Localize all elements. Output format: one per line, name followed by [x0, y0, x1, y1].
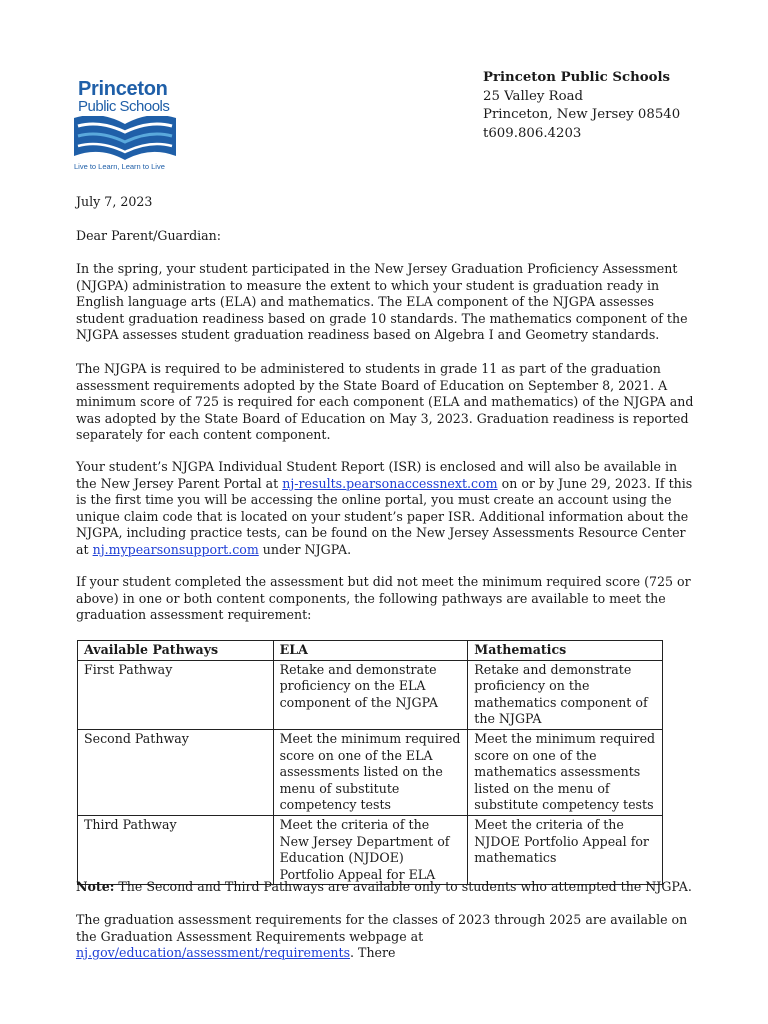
- table-header: Mathematics: [468, 641, 663, 661]
- parent-portal-link[interactable]: nj-results.pearsonaccessnext.com: [282, 475, 498, 491]
- table-row: [78, 815, 663, 884]
- pathways-table: [77, 640, 663, 885]
- table-note: [76, 879, 696, 896]
- paragraph-requirements-webpage: [76, 912, 696, 962]
- logo-line1: Princeton: [78, 78, 168, 100]
- table-row: [78, 660, 663, 729]
- table-cell: Second Pathway: [78, 729, 274, 815]
- requirements-link[interactable]: nj.gov/education/assessment/requirements: [76, 945, 351, 961]
- sender-address: [483, 69, 680, 143]
- table-cell: Meet the minimum required score on one of the mathematics assessments listed on the menu of substitute competency tests: [468, 729, 663, 815]
- table-cell: Meet the criteria of the New Jersey Department of Education (NJDOE) Portfolio Appeal for ELA: [273, 815, 468, 884]
- table-cell: Retake and demonstrate proficiency on the ELA component of the NJGPA: [273, 660, 468, 729]
- isr-text-1: Your student’s NJGPA Individual Student Report (ISR) is enclosed and will also be available in the New Jersey Parent Portal at: [76, 459, 678, 491]
- paragraph-pathways-intro: If your student completed the assessment but did not meet the minimum required score (725 or above) in one or both content components, the following pathways are available to meet the graduation assessment requirement:: [76, 574, 691, 623]
- note-label: Note:: [76, 879, 115, 894]
- table-cell: Meet the criteria of the NJDOE Portfolio Appeal for mathematics: [468, 815, 663, 884]
- table-cell: Retake and demonstrate proficiency on the mathematics component of the NJGPA: [468, 660, 663, 729]
- table-cell: First Pathway: [78, 660, 274, 729]
- logo-line2: Public Schools: [78, 98, 170, 115]
- table-header: ELA: [273, 641, 468, 661]
- address-city: Princeton, New Jersey 08540: [483, 107, 681, 122]
- paragraph-isr: [76, 459, 696, 559]
- isr-text-3: under NJGPA.: [258, 541, 352, 557]
- letter-date: July 7, 2023: [76, 194, 153, 209]
- table-header: Available Pathways: [78, 641, 274, 661]
- salutation: Dear Parent/Guardian:: [76, 228, 222, 243]
- webpage-text-1: The graduation assessment requirements for the classes of 2023 through 2025 are available on the Graduation Assessment Requirements webpage at: [76, 912, 688, 944]
- address-phone: t609.806.4203: [483, 125, 582, 141]
- webpage-text-2: . There: [350, 945, 396, 961]
- resource-center-link[interactable]: nj.mypearsonsupport.com: [92, 541, 259, 557]
- table-cell: Meet the minimum required score on one of the ELA assessments listed on the menu of substitute competency tests: [273, 729, 468, 815]
- table-header-row: [78, 641, 663, 661]
- isr-text-2: on or by June 29, 2023. If this is the first time you will be accessing the online portal, you must create an account using the unique claim code that is located on your student’s paper ISR. Additional information about the NJGPA, including practice tests, can be found on the New Jersey Assessments Resource Center at: [76, 475, 693, 557]
- address-street: 25 Valley Road: [483, 88, 584, 104]
- paragraph-requirements: The NJGPA is required to be administered to students in grade 11 as part of the graduation assessment requirements adopted by the State Board of Education on September 8, 2021. A minimum score of 725 is required for each component (ELA and mathematics) of the NJGPA and was adopted by the State Board of Education on May 3, 2023. Graduation readiness is reported separately for each content component.: [76, 361, 694, 443]
- table-row: [78, 729, 663, 815]
- open-book-icon: [72, 116, 178, 164]
- paragraph-assessment-intro: In the spring, your student participated in the New Jersey Graduation Proficiency Assessment (NJGPA) administration to measure the extent to which your student is graduation ready in English language arts (ELA) and mathematics. The ELA component of the NJGPA assesses student graduation readiness based on grade 10 standards. The mathematics component of the NJGPA assesses student graduation readiness based on Algebra I and Geometry standards.: [76, 261, 688, 343]
- district-logo: [70, 78, 180, 174]
- logo-tagline: Live to Learn, Learn to Live: [74, 162, 165, 171]
- table-cell: Third Pathway: [78, 815, 274, 884]
- note-text: The Second and Third Pathways are available only to students who attempted the NJGPA.: [114, 879, 692, 894]
- address-name: Princeton Public Schools: [483, 70, 671, 85]
